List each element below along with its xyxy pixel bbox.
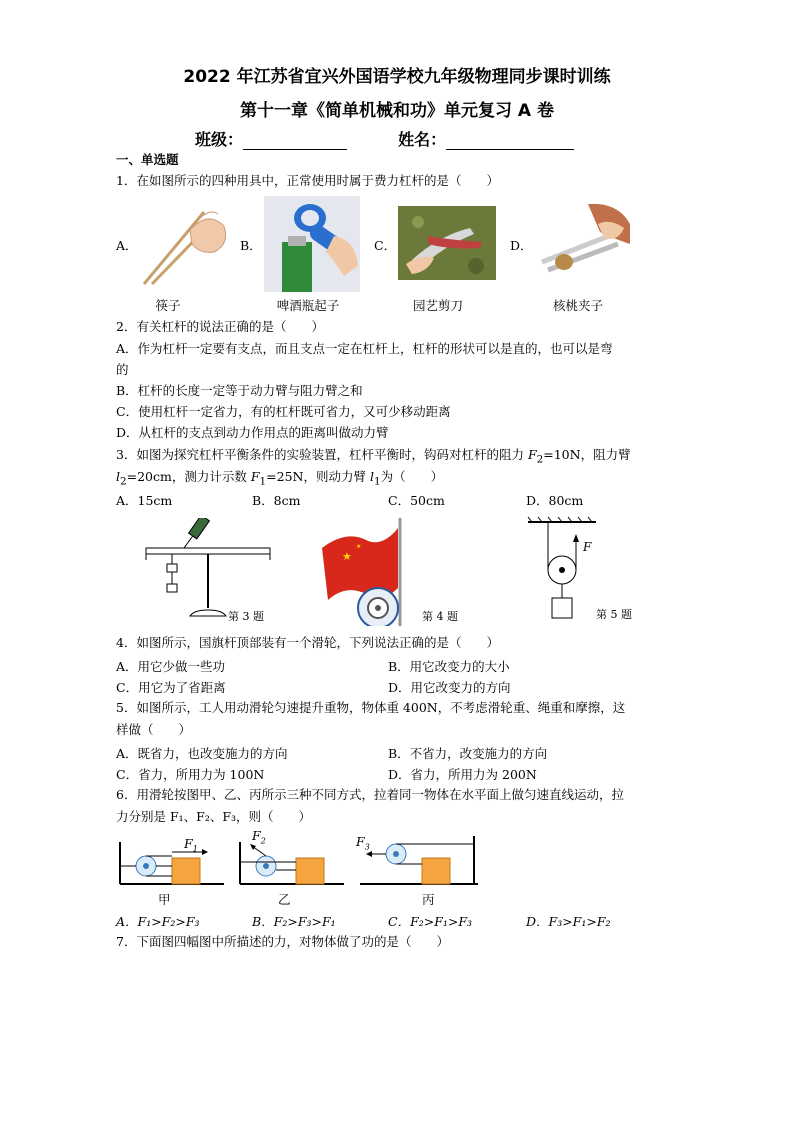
force-label-f3: $F_3$: [356, 834, 370, 852]
label-bing: 丙: [422, 892, 435, 907]
q2-option-b: B．杠杆的长度一定等于动力臂与阻力臂之和: [116, 383, 363, 398]
q1-option-c: C．: [374, 238, 397, 253]
q1-caption-b: 啤酒瓶起子: [276, 298, 340, 313]
label-yi: 乙: [278, 892, 291, 907]
q3-option-a: A．15cm: [116, 493, 173, 508]
q4-option-c: C．用它为了省距离: [116, 680, 226, 695]
pulley-figure-jia: [116, 832, 226, 888]
q1-option-a: A．: [116, 238, 138, 253]
q4-option-d: D．用它改变力的方向: [388, 680, 511, 695]
class-blank[interactable]: [243, 133, 347, 150]
q5-stem-line1: 5．如图所示，工人用动滑轮匀速提升重物，物体重 400N，不考虑滑轮重、绳重和摩擦，这: [116, 700, 626, 715]
figure-5-caption: 第 5 题: [596, 608, 632, 621]
q4-option-a: A．用它少做一些功: [116, 659, 226, 674]
garden-shears-image: [398, 206, 496, 280]
svg-text:★: ★: [342, 550, 352, 563]
q1-option-d: D．: [510, 238, 533, 253]
q2-option-a-line2: 的: [116, 362, 129, 377]
svg-text:★: ★: [356, 543, 362, 550]
q3-stem-line2: $l_2=20cm$，测力计示数 $F_1=25N$，则动力臂 $l_1$为（ ）: [116, 469, 444, 488]
class-label: 班级：: [195, 130, 244, 149]
flag-pulley-figure: [316, 514, 412, 626]
q5-option-c: C．省力，所用力为 100N: [116, 767, 265, 782]
q6-option-c: C．F₂>F₁>F₃: [388, 914, 473, 929]
figure-3-caption: 第 3 题: [228, 610, 264, 623]
chopsticks-image: [138, 200, 230, 288]
lever-apparatus-figure: [140, 518, 276, 622]
q1-option-b: B．: [240, 238, 262, 253]
q5-option-a: A．既省力，也改变施力的方向: [116, 746, 288, 761]
q2-option-c: C．使用杠杆一定省力，有的杠杆既可省力，又可少移动距离: [116, 404, 451, 419]
q1-caption-c: 园艺剪刀: [412, 298, 463, 313]
pulley-figure-bing: [356, 832, 480, 888]
force-label-f2: $F_2$: [252, 828, 266, 846]
q4-stem: 4．如图所示，国旗杆顶部装有一个滑轮，下列说法正确的是（ ）: [116, 635, 499, 650]
student-info-line: [195, 127, 574, 150]
name-label: 姓名：: [398, 130, 447, 149]
q3-option-b: B．8cm: [252, 493, 301, 508]
q2-stem: 2．有关杠杆的说法正确的是（ ）: [116, 319, 324, 334]
q5-option-d: D．省力，所用力为 200N: [388, 767, 537, 782]
q2-option-d: D．从杠杆的支点到动力作用点的距离叫做动力臂: [116, 425, 389, 440]
q1-caption-a: 筷子: [155, 298, 181, 313]
figure-5-force-label: F: [583, 540, 592, 554]
q6-option-b: B．F₂>F₃>F₁: [252, 914, 336, 929]
q6-stem-line2: 力分别是 F₁、F₂、F₃，则（ ）: [116, 809, 312, 824]
section-heading: 一、单选题: [116, 152, 179, 167]
document-title: 2022 年江苏省宜兴外国语学校九年级物理同步课时训练: [183, 67, 611, 87]
name-blank[interactable]: [446, 133, 574, 150]
document-subtitle: 第十一章《简单机械和功》单元复习 A 卷: [240, 101, 554, 121]
q6-stem-line1: 6．用滑轮按图甲、乙、丙所示三种不同方式，拉着同一物体在水平面上做匀速直线运动，拉: [116, 787, 624, 802]
q3-option-c: C．50cm: [388, 493, 445, 508]
q5-stem-line2: 样做（ ）: [116, 722, 192, 737]
q1-stem: 1．在如图所示的四种用具中，正常使用时属于费力杠杆的是（ ）: [116, 173, 499, 188]
bottle-opener-image: [264, 196, 360, 292]
q1-caption-d: 核桃夹子: [552, 298, 603, 313]
label-jia: 甲: [158, 892, 171, 907]
q3-stem-line1: 3．如图为探究杠杆平衡条件的实验装置，杠杆平衡时，钩码对杠杆的阻力 $F_2=10N$，阻力臂: [116, 447, 631, 466]
q6-option-d: D．F₃>F₁>F₂: [526, 914, 611, 929]
movable-pulley-figure: [524, 516, 604, 622]
q3-option-d: D．80cm: [526, 493, 584, 508]
q5-option-b: B．不省力，改变施力的方向: [388, 746, 548, 761]
q4-option-b: B．用它改变力的大小: [388, 659, 510, 674]
q7-stem: 7．下面图四幅图中所描述的力，对物体做了功的是（ ）: [116, 934, 449, 949]
nutcracker-image: [538, 204, 632, 280]
q6-option-a: A．F₁>F₂>F₃: [116, 914, 200, 929]
q2-option-a-line1: A．作为杠杆一定要有支点，而且支点一定在杠杆上，杠杆的形状可以是直的，也可以是弯: [116, 341, 613, 356]
figure-4-caption: 第 4 题: [422, 610, 458, 623]
force-label-f1: $F_1$: [184, 836, 198, 854]
